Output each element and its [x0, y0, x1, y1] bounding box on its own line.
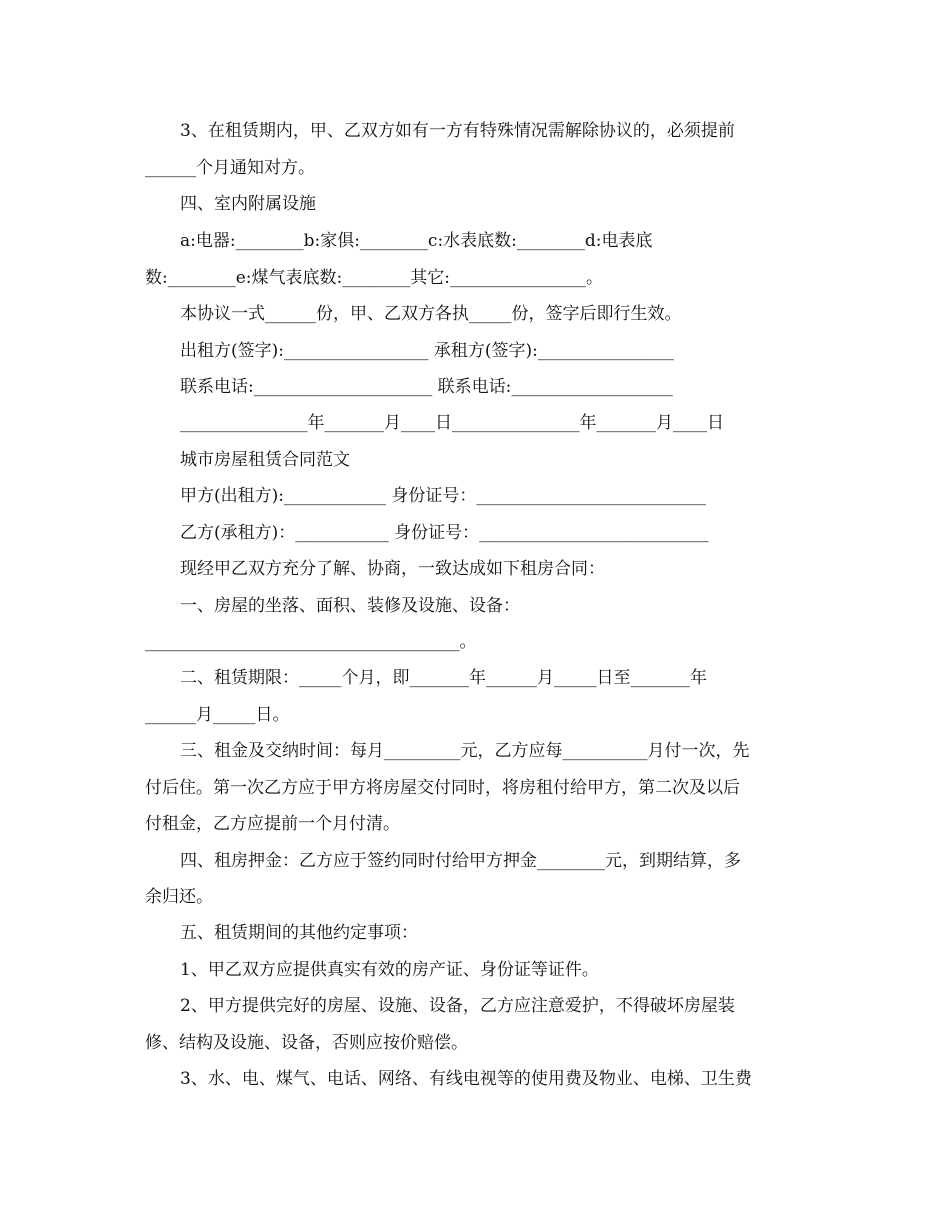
text-line: 3、水、电、煤气、电话、网络、有线电视等的使用费及物业、电梯、卫生费 — [180, 1069, 752, 1089]
text-line: 付后住。第一次乙方应于甲方将房屋交付同时，将房租付给甲方，第二次及以后 — [145, 778, 740, 798]
text-line: _____________________________________。 — [145, 632, 477, 652]
text-line: 付租金，乙方应提前一个月付清。 — [145, 814, 400, 834]
text-line: 数:________e:煤气表底数:________其它:________________。 — [145, 268, 603, 288]
phone-line: 联系电话:_____________________ 联系电话:___________________ — [180, 377, 673, 397]
section-heading: 二、租赁期限：_____个月，即_______年______月_____日至_______年 — [180, 668, 707, 688]
section-heading: 四、租房押金：乙方应于签约同时付给甲方押金________元，到期结算，多 — [180, 851, 741, 871]
text-line: 1、甲乙双方应提供真实有效的房产证、身份证等证件。 — [180, 960, 599, 980]
text-line: 余归还。 — [145, 887, 213, 907]
text-line: ______个月通知对方。 — [145, 158, 315, 178]
text-line: 3、在租赁期内，甲、乙双方如有一方有特殊情况需解除协议的，必须提前 — [180, 121, 735, 141]
text-line: 2、甲方提供完好的房屋、设施、设备，乙方应注意爱护，不得破坏房屋装 — [180, 996, 735, 1016]
document-title: 城市房屋租赁合同范文 — [180, 450, 350, 470]
text-line: 本协议一式______份，甲、乙双方各执_____份，签字后即行生效。 — [180, 304, 682, 324]
text-line: 修、结构及设施、设备，否则应按价赔偿。 — [145, 1033, 468, 1053]
section-heading: 一、房屋的坐落、面积、装修及设施、设备： — [180, 596, 520, 616]
section-heading: 四、室内附属设施 — [180, 194, 316, 214]
section-heading: 五、租赁期间的其他约定事项： — [180, 923, 418, 943]
text-line: ______月_____日。 — [145, 705, 290, 725]
party-b-line: 乙方(承租方)：___________ 身份证号：___________________________ — [180, 523, 709, 543]
party-a-line: 甲方(出租方):____________ 身份证号：___________________________ — [180, 486, 706, 506]
date-line: _______________年_______月____日_______________年_______月____日 — [180, 413, 724, 433]
text-line: a:电器:________b:家俱:________c:水表底数:________d:电表底 — [180, 231, 653, 251]
signature-line: 出租方(签字):_________________ 承租方(签字):________________ — [180, 341, 674, 361]
section-heading: 三、租金及交纳时间：每月_________元，乙方应每__________月付一次，先 — [180, 741, 750, 761]
text-line: 现经甲乙双方充分了解、协商，一致达成如下租房合同： — [180, 559, 605, 579]
